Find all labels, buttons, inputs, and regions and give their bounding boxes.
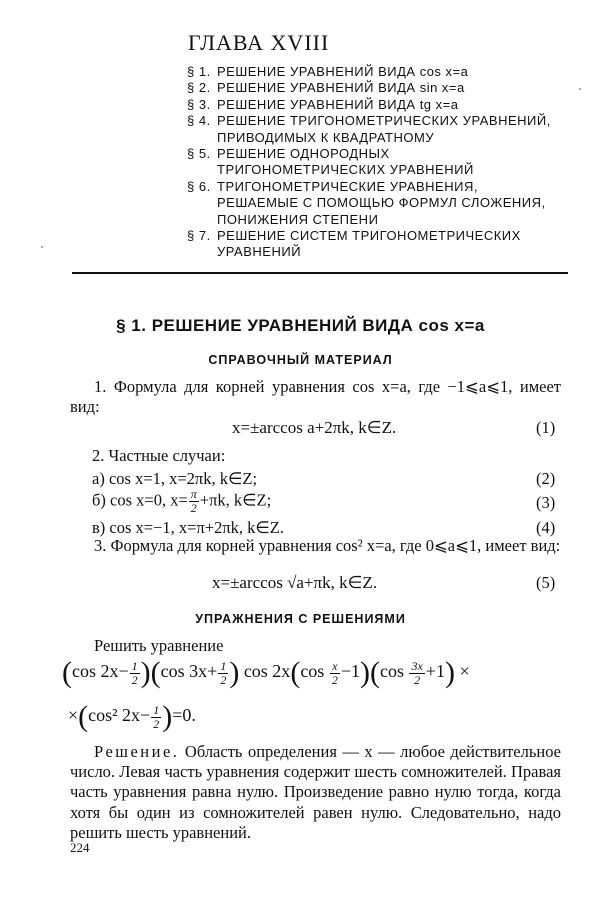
paren: (: [62, 656, 72, 689]
toc-item: [187, 179, 572, 228]
eq-number-4: (4): [536, 518, 556, 537]
toc-item: [187, 64, 572, 80]
toc-item: [187, 80, 572, 96]
denominator: 2: [220, 672, 227, 687]
speck: [41, 246, 43, 248]
term: cos: [300, 661, 329, 682]
divider-rule: [72, 272, 568, 274]
section-title: § 1. РЕШЕНИЕ УРАВНЕНИЙ ВИДА cos x=a: [116, 316, 485, 335]
denominator: 2: [414, 672, 421, 687]
speck: [579, 88, 581, 90]
fraction: [330, 660, 340, 687]
case-b-post: +πk, k∈Z;: [199, 490, 272, 510]
eq-number-5: (5): [536, 573, 556, 592]
paren: ): [162, 700, 173, 733]
toc-item: [187, 146, 572, 179]
item-1: 1. Формула для корней уравнения cos x=a, где −1⩽a⩽1, имеет вид:: [70, 377, 561, 416]
term: cos 2x: [243, 661, 291, 682]
case-b-pre: б) cos x=0, x=: [92, 490, 188, 510]
eq-number-1: (1): [536, 418, 556, 437]
case-a: а) cos x=1, x=2πk, k∈Z;: [92, 469, 258, 488]
toc-text: РЕШЕНИЕ УРАВНЕНИЙ ВИДА tg x=a: [217, 96, 459, 112]
solution-label: Решение.: [94, 742, 180, 761]
toc-text: ТРИГОНОМЕТРИЧЕСКИЕ УРАВНЕНИЯ, РЕШАЕМЫЕ С ПОМОЩЬЮ ФОРМУЛ СЛОЖЕНИЯ, ПОНИЖЕНИЯ СТЕПЕНИ: [217, 178, 546, 227]
paren: ): [229, 656, 240, 689]
reference-heading: СПРАВОЧНЫЙ МАТЕРИАЛ: [208, 353, 393, 367]
task-text: Решить уравнение: [94, 636, 224, 655]
term: cos 3x+: [160, 661, 218, 682]
toc-num: § 6.: [187, 178, 211, 194]
fraction: [151, 704, 161, 731]
solution-text: Область определения — x — любое действительное число. Левая часть уравнения содержит шесть сомножителей. Правая часть уравнения равна нулю. Произведение равно нулю тогда, когда хотя бы один из сомножителей равен нулю. Следовательно, надо решить шесть уравнений.: [70, 742, 561, 842]
case-c: в) cos x=−1, x=π+2πk, k∈Z.: [92, 518, 284, 537]
fraction: [409, 660, 424, 687]
toc-num: § 7.: [187, 228, 211, 244]
times-sign: ×: [68, 705, 79, 726]
solution-paragraph: [70, 742, 561, 843]
toc-text: РЕШЕНИЕ УРАВНЕНИЙ ВИДА cos x=a: [217, 64, 469, 79]
table-of-contents: [187, 64, 572, 261]
paren: ): [359, 656, 370, 689]
paren: (: [78, 700, 89, 733]
equation-line-1: [62, 656, 470, 690]
case-b: [92, 488, 271, 515]
paren: (: [369, 656, 380, 689]
fraction: [218, 660, 228, 687]
fraction: [189, 488, 199, 515]
numerator: 1: [220, 658, 227, 673]
paren: ): [140, 656, 151, 689]
times-sign: ×: [459, 661, 470, 682]
formula-1: x=±arccos a+2πk, k∈Z.: [232, 418, 397, 437]
denominator: 2: [153, 716, 160, 731]
toc-item: [187, 228, 572, 261]
item-2: 2. Частные случаи:: [92, 446, 226, 465]
numerator: π: [190, 487, 197, 501]
toc-text: РЕШЕНИЕ ТРИГОНОМЕТРИЧЕСКИХ УРАВНЕНИЙ, ПРИВОДИМЫХ К КВАДРАТНОМУ: [217, 113, 551, 145]
exercises-heading: УПРАЖНЕНИЯ С РЕШЕНИЯМИ: [195, 612, 406, 626]
eq-number-2: (2): [536, 469, 556, 488]
term: =0.: [172, 705, 196, 726]
numerator: 3x: [411, 658, 423, 673]
chapter-title: ГЛАВА XVIII: [188, 30, 330, 55]
denominator: 2: [331, 672, 338, 687]
term: −1: [340, 661, 360, 682]
numerator: x: [330, 660, 340, 674]
toc-item: [187, 97, 572, 113]
toc-text: РЕШЕНИЕ СИСТЕМ ТРИГОНОМЕТРИЧЕСКИХ УРАВНЕНИЙ: [217, 228, 521, 260]
paren: ): [444, 656, 455, 689]
term: cos: [379, 661, 409, 682]
paren: (: [290, 656, 301, 689]
formula-3: x=±arccos √a+πk, k∈Z.: [212, 573, 378, 592]
page-number: 224: [70, 840, 90, 855]
toc-text: РЕШЕНИЕ УРАВНЕНИЙ ВИДА sin x=a: [217, 80, 465, 96]
paren: (: [150, 656, 161, 689]
term: +1: [425, 661, 445, 682]
item-3: 3. Формула для корней уравнения cos² x=a, где 0⩽a⩽1, имеет вид:: [94, 536, 561, 555]
toc-num: § 5.: [187, 146, 211, 162]
term: cos² 2x−: [88, 705, 151, 726]
denominator: 2: [190, 501, 197, 515]
term: cos 2x−: [72, 661, 129, 682]
denominator: 2: [131, 672, 138, 687]
toc-num: § 2.: [187, 80, 211, 96]
fraction: [130, 660, 140, 687]
numerator: 1: [153, 702, 160, 717]
eq-number-3: (3): [536, 493, 556, 512]
toc-text: РЕШЕНИЕ ОДНОРОДНЫХ ТРИГОНОМЕТРИЧЕСКИХ УРАВНЕНИЙ: [217, 146, 474, 178]
toc-num: § 1.: [187, 64, 211, 79]
numerator: 1: [131, 658, 138, 673]
toc-num: § 4.: [187, 113, 211, 129]
toc-num: § 3.: [187, 96, 211, 112]
toc-item: [187, 113, 572, 146]
equation-line-2: [68, 700, 196, 734]
